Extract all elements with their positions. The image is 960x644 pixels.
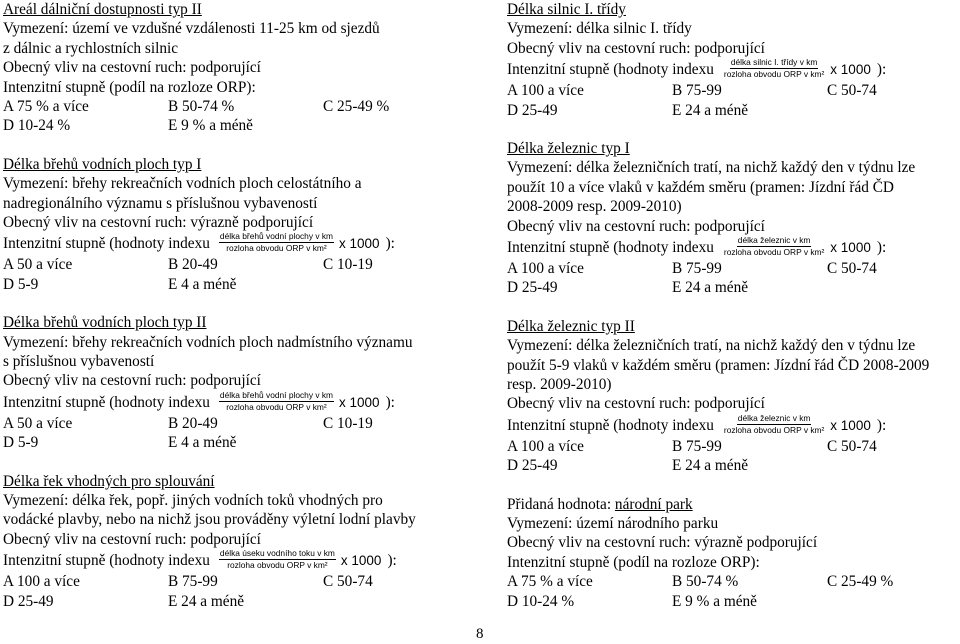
section-national-park [507,495,957,611]
formula-multiplier: x 1000 [340,553,382,569]
grade-a: A 100 a více [3,573,80,591]
formula-suffix: ): [876,238,887,256]
grade-d: D 10-24 % [3,117,71,135]
formula-prefix: Intenzitní stupně (hodnoty indexu [507,416,714,434]
influence-text: Obecný vliv na cestovní ruch: výrazně podporující [3,214,314,232]
grade-a: A 100 a více [507,260,584,278]
section-title: Délka břehů vodních ploch typ II [3,314,207,332]
grade-d: D 25-49 [3,592,54,610]
right-column [507,0,957,611]
formula-fraction [723,58,825,79]
formula-suffix: ): [876,416,887,434]
section-title: Délka břehů vodních ploch typ I [3,155,202,173]
formula-fraction [219,549,336,570]
formula-prefix: Intenzitní stupně (hodnoty indexu [507,61,714,79]
definition-text: použít 5-9 vlaků v každém směru (pramen: Jízdní řád ČD 2008-2009 [507,356,930,374]
grade-row [507,259,957,278]
grade-row [3,572,478,591]
grade-e: E 4 a méně [168,434,237,452]
grade-d: D 25-49 [507,279,558,297]
influence-text: Obecný vliv na cestovní ruch: podporující [507,395,765,413]
section-title: Délka řek vhodných pro splouvání [3,472,215,490]
grade-c: C 10-19 [323,414,373,432]
grade-e: E 24 a méně [168,592,245,610]
definition-text: Vymezení: délka řek, popř. jiných vodních toků vhodných pro [3,492,383,510]
grade-b: B 75-99 [672,437,722,455]
section-railways-type-2 [507,317,957,476]
grade-b: B 20-49 [168,256,218,274]
grade-row [507,81,957,100]
formula-multiplier: x 1000 [830,239,871,255]
formula-multiplier: x 1000 [339,394,380,410]
fraction-numerator: délka úseku vodního toku v km [219,548,335,559]
grade-row [3,592,478,611]
grade-row [507,572,957,591]
fraction-denominator: rozloha obvodu ORP v km² [227,560,328,571]
grade-a: A 75 % a více [3,98,89,116]
grade-c: C 50-74 [827,260,877,278]
grade-a: A 100 a více [507,437,584,455]
section-roads [507,0,957,120]
grade-c: C 10-19 [323,256,373,274]
fraction-denominator: rozloha obvodu ORP v km² [723,424,825,435]
fraction-denominator: rozloha obvodu ORP v km² [226,243,327,254]
formula-multiplier: x 1000 [830,417,871,433]
index-formula [3,391,478,414]
grade-c: C 25-49 % [323,98,390,116]
grade-e: E 9 % a méně [168,117,253,135]
definition-text: Vymezení: délka železničních tratí, na nichž každý den v týdnu lze [507,159,916,177]
formula-prefix: Intenzitní stupně (hodnoty indexu [3,393,210,411]
grade-row [507,437,957,456]
grade-c: C 50-74 [827,437,877,455]
grade-c: C 50-74 [323,573,373,591]
left-column [3,0,478,611]
grade-a: A 100 a více [507,82,584,100]
grade-b: B 50-74 % [672,573,739,591]
formula-suffix: ): [387,552,397,570]
fraction-denominator: rozloha obvodu ORP v km² [723,247,825,258]
fraction-numerator: délka silnic I. třídy v km [730,57,818,68]
formula-multiplier: x 1000 [339,236,380,252]
section-title: Areál dálniční dostupnosti typ II [3,1,202,18]
section-railways-type-1 [507,139,957,298]
grade-e: E 24 a méně [672,101,749,119]
page-number: 8 [476,626,484,642]
fraction-numerator: délka břehů vodní plochy v km [219,231,334,242]
grade-e: E 24 a méně [672,457,749,475]
grade-a: A 75 % a více [507,573,593,591]
grade-b: B 75-99 [168,573,218,591]
grade-row [3,255,478,274]
index-formula [507,236,957,259]
grade-row [507,101,957,120]
formula-suffix: ): [385,393,395,411]
grade-d: D 5-9 [3,275,39,293]
grade-e: E 24 a méně [672,279,749,297]
section-title: Délka železnic typ I [507,140,630,157]
fraction-denominator: rozloha obvodu ORP v km² [226,401,327,412]
formula-prefix: Intenzitní stupně (hodnoty indexu [507,238,714,256]
section-shore-type-2 [3,313,478,452]
formula-prefix: Intenzitní stupně (hodnoty indexu [3,235,210,253]
formula-suffix: ): [876,61,887,79]
section-title [507,495,957,514]
formula-fraction [219,232,334,253]
influence-text: Obecný vliv na cestovní ruch: podporující [3,372,261,390]
definition-text: 2008-2009 resp. 2009-2010) [507,198,682,216]
grade-row [3,275,478,294]
influence-text: Obecný vliv na cestovní ruch: podporující [507,39,765,57]
influence-text: Obecný vliv na cestovní ruch: výrazně podporující [507,534,818,552]
index-formula [3,232,478,255]
influence-text: Obecný vliv na cestovní ruch: podporující [3,59,261,77]
index-formula [3,549,478,572]
grade-row [507,278,957,297]
definition-text: s příslušnou vybaveností [3,353,155,371]
grade-d: D 10-24 % [507,592,575,610]
formula-multiplier: x 1000 [830,62,871,78]
section-title: Délka železnic typ II [507,317,635,335]
fraction-denominator: rozloha obvodu ORP v km² [723,69,825,80]
definition-text: vodácké plavby, nebo na nichž jsou prováděny výletní lodní plavby [3,511,416,529]
formula-fraction [723,414,825,435]
grade-row [3,414,478,433]
formula-prefix: Intenzitní stupně (hodnoty indexu [3,552,210,570]
definition-text: resp. 2009-2010) [507,376,612,394]
grade-row [3,116,478,135]
grade-e: E 9 % a méně [672,592,757,610]
definition-text: Vymezení: břehy rekreačních vodních ploch celostátního a [3,175,362,193]
definition-text: Vymezení: břehy rekreačních vodních ploch nadmístního významu [3,333,413,351]
formula-fraction [219,391,334,412]
definition-text: Vymezení: délka železničních tratí, na nichž každý den v týdnu lze [507,337,916,355]
grade-c: C 25-49 % [827,573,894,591]
grade-c: C 50-74 [827,82,877,100]
grade-d: D 25-49 [507,101,558,119]
grade-b: B 75-99 [672,260,722,278]
definition-text: Vymezení: délka silnic I. třídy [507,20,692,38]
grade-row [507,592,957,611]
formula-suffix: ): [385,235,395,253]
grade-d: D 5-9 [3,434,39,452]
fraction-numerator: délka železnic v km [737,235,811,246]
fraction-numerator: délka břehů vodní plochy v km [219,389,334,400]
definition-text: z dálnic a rychlostních silnic [3,39,179,57]
influence-text: Obecný vliv na cestovní ruch: podporující [507,217,765,235]
section-shore-type-1 [3,155,478,294]
title-prefix: Přidaná hodnota: [507,495,615,513]
grade-e: E 4 a méně [168,275,237,293]
section-highway-access [3,0,478,136]
grade-row [3,433,478,452]
index-formula [507,414,957,437]
grade-b: B 50-74 % [168,98,235,116]
definition-text: nadregionálního významu s příslušnou vybaveností [3,194,318,212]
grade-a: A 50 a více [3,414,73,432]
title-link: národní park [614,495,693,513]
definition-text: použít 10 a více vlaků v každém směru (pramen: Jízdní řád ČD [507,178,894,196]
grade-b: B 20-49 [168,414,218,432]
intensity-text: Intenzitní stupně (podíl na rozloze ORP): [507,553,760,571]
definition-text: Vymezení: území národního parku [507,515,719,533]
influence-text: Obecný vliv na cestovní ruch: podporující [3,530,261,548]
section-rivers [3,472,478,611]
index-formula [507,58,957,81]
grade-d: D 25-49 [507,457,558,475]
grade-row [507,456,957,475]
grade-row [3,97,478,116]
intensity-text: Intenzitní stupně (podíl na rozloze ORP): [3,78,256,96]
section-title: Délka silnic I. třídy [507,1,626,18]
fraction-numerator: délka železnic v km [737,412,811,423]
grade-b: B 75-99 [672,82,722,100]
formula-fraction [723,236,825,257]
definition-text: Vymezení: území ve vzdušné vzdálenosti 11-25 km od sjezdů [3,20,380,38]
grade-a: A 50 a více [3,256,73,274]
